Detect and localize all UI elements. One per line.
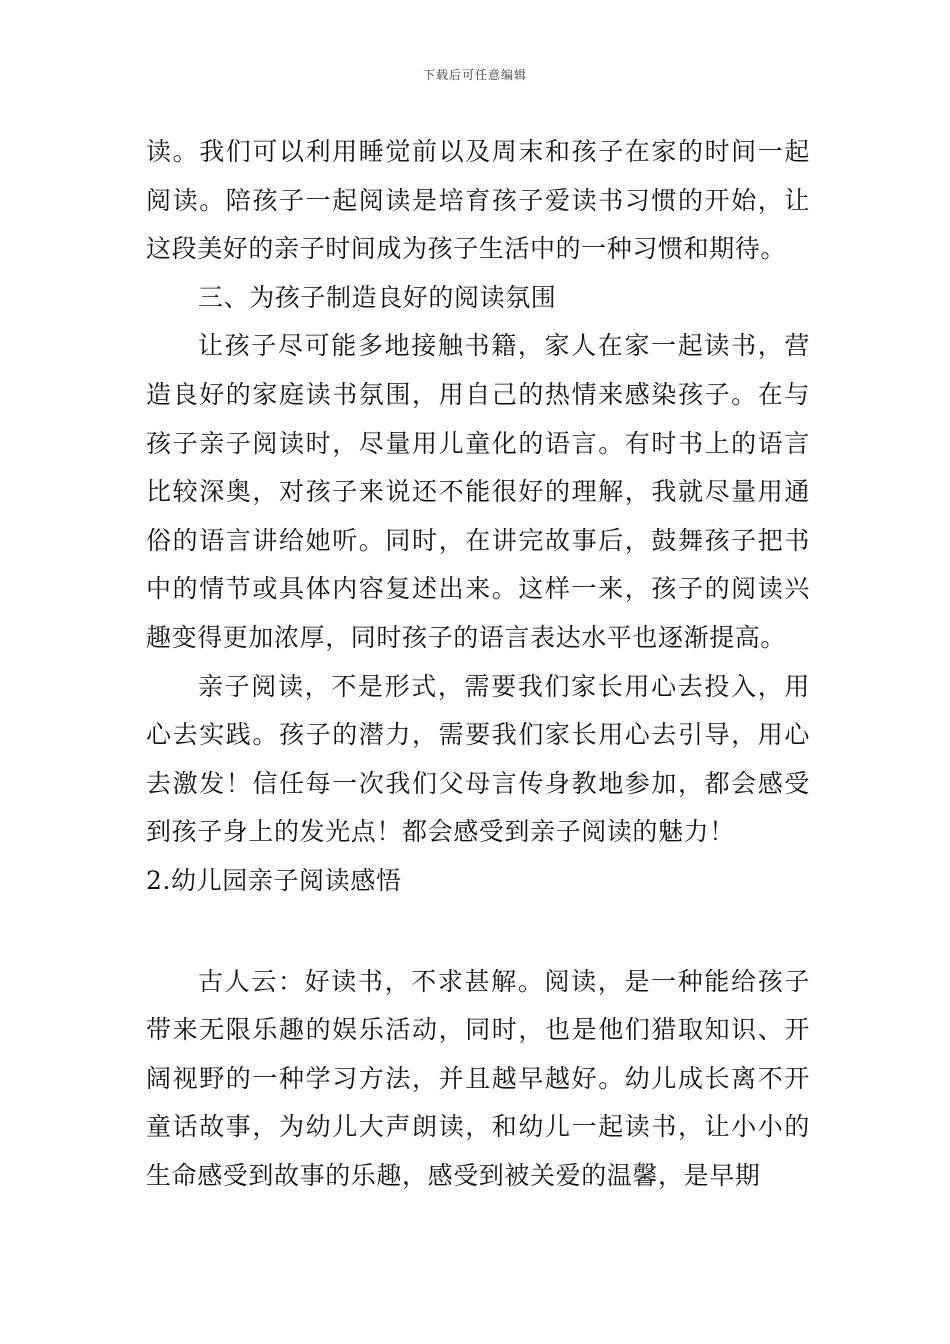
section-heading: 三、为孩子制造良好的阅读氛围 [198, 282, 557, 312]
article-title: 2.幼儿园亲子阅读感悟 [146, 865, 402, 895]
header-note: 下载后可任意编辑 [422, 68, 527, 82]
paragraph-reading-atmosphere: 让孩子尽可能多地接触书籍，家人在家一起读书，营造良好的家庭读书氛围，用自己的热情来感染孩子。在与孩子亲子阅读时，尽量用儿童化的语言。有时书上的语言比较深奥，对孩子来说还不能很好的理解，我就尽量用通俗的语言讲给她听。同时，在讲完故事后，鼓舞孩子把书中的情节或具体内容复述出来。这样一来，孩子的阅读兴趣变得更加浓厚，同时孩子的语言表达水平也逐渐提高。 [146, 331, 810, 652]
document-body [146, 128, 810, 1200]
blank-gap [146, 906, 810, 958]
paragraph-parent-reading: 亲子阅读，不是形式，需要我们家长用心去投入，用心去实践。孩子的潜力，需要我们家长用心去引导，用心去激发！信任每一次我们父母言传身教地参加，都会感受到孩子身上的发光点！都会感受到亲子阅读的魅力！ [146, 671, 810, 847]
paragraph-ancient-saying: 古人云：好读书，不求甚解。阅读，是一种能给孩子带来无限乐趣的娱乐活动，同时，也是他们猎取知识、开阔视野的一种学习方法，并且越早越好。幼儿成长离不开童话故事，为幼儿大声朗读，和幼儿一起读书，让小小的生命感受到故事的乐趣，感受到被关爱的温馨，是早期 [146, 966, 810, 1190]
paragraph-continuation: 读。我们可以利用睡觉前以及周末和孩子在家的时间一起阅读。陪孩子一起阅读是培育孩子爱读书习惯的开始，让这段美好的亲子时间成为孩子生活中的一种习惯和期待。 [146, 137, 810, 264]
